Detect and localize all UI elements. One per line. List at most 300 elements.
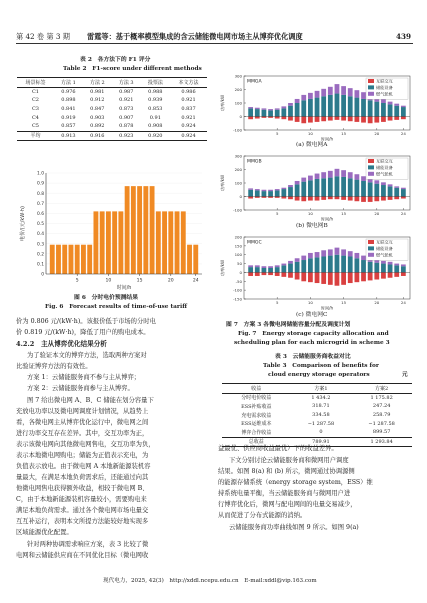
stacked-bar-segment <box>394 188 399 197</box>
table2-col-header: 投票法 <box>141 78 170 88</box>
table3-cell: 258.79 <box>372 412 391 419</box>
table2-cell: 0.916 <box>83 131 112 141</box>
stacked-bar-segment <box>288 185 293 187</box>
stacked-bar-segment <box>388 197 393 200</box>
stacked-bar-segment <box>361 117 366 123</box>
table2-row <box>17 131 207 141</box>
stacked-bar-segment <box>341 197 346 200</box>
legend-label: 燃气轮机 <box>376 171 393 177</box>
stacked-bar-segment <box>281 106 286 108</box>
table2-cell: C5 <box>31 123 39 130</box>
stacked-bar-segment <box>281 197 286 199</box>
stacked-bar-segment <box>308 253 313 258</box>
table3-caption-en: Table 3 Comparison of benefits for <box>263 363 379 369</box>
stacked-bar-segment <box>248 197 253 199</box>
stacked-bar-segment <box>381 99 386 103</box>
table3-unit: 元 <box>402 372 408 378</box>
microgrid-label: MMGC <box>247 240 262 246</box>
price-bar <box>181 211 186 274</box>
table2-cell: 0.913 <box>54 131 83 141</box>
stacked-bar-segment <box>308 272 313 282</box>
stacked-bar-segment <box>301 272 306 281</box>
stacked-bar-segment <box>315 98 320 117</box>
table3-row <box>222 428 412 437</box>
stacked-bar-segment <box>255 109 260 116</box>
stacked-bar-segment <box>381 103 386 117</box>
table3-cell: 1 175.82 <box>370 394 393 401</box>
mmgb-chart <box>218 152 413 222</box>
stacked-bar-segment <box>341 170 346 177</box>
table3-col-header: 收益 <box>222 384 291 394</box>
table2-cell: 0.91 <box>149 114 161 121</box>
y-tick-label: -100 <box>233 207 242 213</box>
mmgc-chart <box>218 233 413 311</box>
stacked-bar-segment <box>295 117 300 122</box>
y-tick-label: 0 <box>239 114 242 119</box>
stacked-bar-segment <box>275 108 280 109</box>
stacked-bar-segment <box>295 272 300 279</box>
stacked-bar-segment <box>281 188 286 189</box>
x-tick-label: 10 <box>307 300 313 305</box>
table2-caption-cn: 表 2 各方法下的 F1 评分 <box>80 57 151 63</box>
y-tick-label: 200 <box>234 87 242 92</box>
table2-cell: C3 <box>31 106 39 113</box>
table2-cell: 0.921 <box>119 97 134 104</box>
stacked-bar-segment <box>335 169 340 176</box>
stacked-bar-segment <box>354 253 359 258</box>
stacked-bar-segment <box>394 197 399 200</box>
x-tick-label: 5 <box>275 300 279 305</box>
stacked-bar-segment <box>281 108 286 116</box>
table2-cell: 0.898 <box>61 97 76 104</box>
right-text-line: 的能源存储系统（energy storage system，ESS）维 <box>218 479 373 486</box>
stacked-bar-segment <box>354 272 359 282</box>
table2-row <box>17 122 207 131</box>
stacked-bar-segment <box>381 261 386 264</box>
stacked-bar-segment <box>335 248 340 255</box>
price-bar <box>118 211 123 274</box>
stacked-bar-segment <box>288 187 293 196</box>
subcaption-a: (a) 微电网A <box>296 142 328 148</box>
stacked-bar-segment <box>268 272 273 275</box>
stacked-bar-segment <box>388 102 393 105</box>
legend-swatch <box>368 172 374 176</box>
price-bar <box>93 211 98 274</box>
right-text-line: 云储能服务商功率曲线如图 9 所示。如图 9(a) <box>229 524 359 531</box>
left-text-line: 价 0.819 元/(kW·h)，降低了用户的购电成本。 <box>16 329 150 336</box>
stacked-bar-segment <box>321 272 326 284</box>
left-text-line: 为了验证本文的博弈方法，选取两种方案对 <box>27 352 147 359</box>
stacked-bar-segment <box>348 172 353 178</box>
stacked-bar-segment <box>401 106 406 107</box>
stacked-bar-segment <box>301 256 306 260</box>
stacked-bar-segment <box>268 109 273 110</box>
stacked-bar-segment <box>262 117 267 118</box>
table2-cell: 0.923 <box>112 131 141 141</box>
stacked-bar-segment <box>394 117 399 120</box>
legend-label: 互联交互 <box>376 78 393 84</box>
right-text-line: 结果。如图 8(a) 和 (b) 所示，微网通过协调源侧 <box>218 468 355 475</box>
stacked-bar-segment <box>321 197 326 200</box>
x-tick-label: 24 <box>400 131 406 136</box>
table2-col-header: 本文方法 <box>170 78 207 88</box>
stacked-bar-segment <box>262 197 267 198</box>
stacked-bar-segment <box>368 197 373 202</box>
stacked-bar-segment <box>388 262 393 265</box>
stacked-bar-segment <box>328 249 333 255</box>
stacked-bar-segment <box>255 267 260 272</box>
stacked-bar-segment <box>361 256 366 260</box>
y-axis-label: 电价/(元/kW·h) <box>20 206 26 241</box>
table2-col-header: 方法 3 <box>112 78 141 88</box>
x-tick-label: 5 <box>75 278 79 284</box>
stacked-bar-segment <box>321 96 326 116</box>
stacked-bar-segment <box>401 189 406 196</box>
stacked-bar-segment <box>262 190 267 191</box>
stacked-bar-segment <box>248 107 253 108</box>
stacked-bar-segment <box>374 197 379 202</box>
stacked-bar-segment <box>308 197 313 201</box>
stacked-bar-segment <box>255 272 260 276</box>
stacked-bar-segment <box>275 265 280 267</box>
x-tick-label: 15 <box>341 300 347 305</box>
x-tick-label: 20 <box>374 300 380 305</box>
fig6-caption-cn: 图 6 分时电价预测结果 <box>74 295 139 301</box>
stacked-bar-segment <box>381 197 386 201</box>
stacked-bar-segment <box>361 176 366 181</box>
stacked-bar-segment <box>295 99 300 103</box>
stacked-bar-segment <box>381 117 386 122</box>
stacked-bar-segment <box>275 190 280 196</box>
x-tick-label: 10 <box>307 131 313 136</box>
y-tick-label: 0 <box>239 269 242 275</box>
stacked-bar-segment <box>341 272 346 284</box>
stacked-bar-segment <box>341 86 346 95</box>
x-tick-label: 24 <box>400 300 406 305</box>
stacked-bar-segment <box>308 176 313 181</box>
legend-label: 储能设备 <box>376 246 393 251</box>
table2-cell: C1 <box>31 88 39 95</box>
stacked-bar-segment <box>348 96 353 116</box>
stacked-bar-segment <box>248 267 253 272</box>
legend-label: 储能设备 <box>376 85 393 90</box>
stacked-bar-segment <box>335 255 340 273</box>
stacked-bar-segment <box>308 99 313 117</box>
stacked-bar-segment <box>281 264 286 266</box>
price-bar <box>62 245 67 274</box>
fig7-caption-en: Fig. 7 Energy storage capacity allocation and <box>238 331 389 337</box>
stacked-bar-segment <box>262 272 267 275</box>
table2-cell: 0.837 <box>181 106 196 113</box>
stacked-bar-segment <box>348 197 353 201</box>
left-text-line: 方案 2：云储能服务商参与主从博弈。 <box>27 385 134 392</box>
stacked-bar-segment <box>341 249 346 255</box>
stacked-bar-segment <box>255 108 260 109</box>
stacked-bar-segment <box>275 272 280 276</box>
x-tick-label: 10 <box>105 278 112 284</box>
price-bar <box>162 211 167 274</box>
stacked-bar-segment <box>288 261 293 264</box>
stacked-bar-segment <box>268 268 273 272</box>
price-bar <box>50 245 55 274</box>
y-tick-label: 100 <box>234 180 242 186</box>
price-bar <box>156 211 161 274</box>
y-tick-label: 0.1 <box>37 262 44 268</box>
subcaption-c: (c) 微电网C <box>296 312 328 318</box>
running-title: 雷霆等：基于概率模型集成的含云储能微电网市场主从博弈优化调度 <box>87 32 303 41</box>
stacked-bar-segment <box>268 191 273 196</box>
table2-col-header: 方法 2 <box>83 78 112 88</box>
y-tick-label: 100 <box>234 252 242 258</box>
stacked-bar-segment <box>275 189 280 190</box>
x-tick-label: 24 <box>192 278 199 284</box>
y-tick-label: 0.7 <box>37 201 44 207</box>
y-tick-label: -100 <box>233 127 242 133</box>
legend-swatch <box>368 240 374 244</box>
price-bar <box>131 186 136 274</box>
stacked-bar-segment <box>381 182 386 185</box>
stacked-bar-segment <box>268 266 273 268</box>
stacked-bar-segment <box>388 117 393 121</box>
table3-cell: 1 434.2 <box>311 394 331 401</box>
stacked-bar-segment <box>295 181 300 184</box>
stacked-bar-segment <box>315 252 320 257</box>
table3-row <box>222 402 412 411</box>
table2-cell: 0.987 <box>119 88 134 95</box>
price-bar <box>137 186 142 274</box>
x-tick-label: 5 <box>275 211 279 216</box>
y-tick-label: 200 <box>234 234 242 240</box>
stacked-bar-segment <box>262 266 267 268</box>
table3 <box>222 383 412 447</box>
stacked-bar-segment <box>401 188 406 189</box>
stacked-bar-segment <box>288 264 293 273</box>
left-text-line: 表示本地微电网购电；储能为正值表示充电，为 <box>16 452 149 459</box>
stacked-bar-segment <box>295 184 300 196</box>
stacked-bar-segment <box>354 98 359 117</box>
y-tick-label: 0.5 <box>37 222 44 228</box>
price-bar <box>187 245 192 274</box>
table3-row <box>222 393 412 402</box>
table3-cell: 318.71 <box>312 403 330 410</box>
stacked-bar-segment <box>308 93 313 99</box>
table2-row <box>17 113 207 122</box>
microgrid-label: MMGA <box>247 79 262 85</box>
table2-cell: 0.841 <box>61 106 76 113</box>
table2-row <box>17 87 207 96</box>
fig7-caption-cn: 图 7 方案 3 各微电网储能容量分配及调度计划 <box>226 322 351 328</box>
stacked-bar-segment <box>335 197 340 200</box>
stacked-bar-segment <box>248 188 253 189</box>
table3-cell: 899.57 <box>372 429 391 436</box>
x-axis-label: 时间/h <box>320 216 334 222</box>
y-tick-label: 50 <box>237 261 242 267</box>
table2-cell: 0.878 <box>119 123 134 130</box>
stacked-bar-segment <box>368 262 373 273</box>
left-text-line: 看，各微电网主从博弈优化运行中，微电网之间 <box>16 419 149 426</box>
price-bar <box>125 186 130 274</box>
price-bar <box>100 211 105 274</box>
table3-caption-cn: 表 3 云储能服务商收益对比 <box>275 354 351 360</box>
fig6-chart <box>16 168 208 293</box>
stacked-bar-segment <box>268 190 273 191</box>
price-bar <box>193 245 198 274</box>
stacked-bar-segment <box>368 272 373 280</box>
table2-row <box>17 105 207 114</box>
stacked-bar-segment <box>281 272 286 276</box>
stacked-bar-segment <box>374 184 379 197</box>
table3-row <box>222 411 412 420</box>
stacked-bar-segment <box>354 117 359 122</box>
left-text-line: 表示该微电网向其他微电网售电，交互功率为负， <box>16 441 155 448</box>
stacked-bar-segment <box>348 178 353 196</box>
stacked-bar-segment <box>348 251 353 256</box>
y-tick-label: 200 <box>234 167 242 172</box>
stacked-bar-segment <box>328 87 333 95</box>
page-number: 439 <box>396 32 412 41</box>
stacked-bar-segment <box>394 272 399 276</box>
stacked-bar-segment <box>368 100 373 116</box>
table3-col-header: 方案2 <box>351 384 412 394</box>
stacked-bar-segment <box>348 88 353 96</box>
x-tick-label: 15 <box>341 211 347 216</box>
legend-label: 燃气轮机 <box>376 91 393 97</box>
stacked-bar-segment <box>348 256 353 272</box>
table3-col-header: 方案1 <box>291 384 352 394</box>
stacked-bar-segment <box>262 268 267 272</box>
fig7-caption-en: scheduling plan for each microgrid in scheme 3 <box>234 340 390 346</box>
price-bar <box>168 211 173 274</box>
stacked-bar-segment <box>368 117 373 124</box>
legend-label: 储能设备 <box>376 165 393 170</box>
table3-cell: 1 293.84 <box>351 437 412 447</box>
stacked-bar-segment <box>368 182 373 196</box>
table2-cell: 0.873 <box>119 106 134 113</box>
x-tick-label: 20 <box>167 278 174 284</box>
table2-cell: 0.981 <box>90 88 105 95</box>
journal-volume: 第 42 卷 第 3 期 <box>16 32 70 41</box>
stacked-bar-segment <box>315 91 320 98</box>
stacked-bar-segment <box>381 185 386 196</box>
stacked-bar-segment <box>288 106 293 117</box>
table2-col-header: 方法 1 <box>54 78 83 88</box>
stacked-bar-segment <box>288 272 293 277</box>
legend-swatch <box>368 246 374 250</box>
stacked-bar-segment <box>348 272 353 283</box>
table3-cell: 0 <box>319 429 323 436</box>
stacked-bar-segment <box>315 197 320 201</box>
header-rule <box>16 43 413 44</box>
stacked-bar-segment <box>381 272 386 278</box>
stacked-bar-segment <box>301 182 306 197</box>
stacked-bar-segment <box>321 89 326 96</box>
footer-info: 现代电力，2025, 42(3) http://xddl.ncepu.edu.cn E-mail:xddl@vip.163.com <box>103 578 317 584</box>
right-text-line: 益最优、供应商收益最优）下的收益差异。 <box>218 445 338 452</box>
stacked-bar-segment <box>262 110 267 117</box>
left-text-line: 价为 0.806 元/(kW·h)。该报价低于市场的分时电 <box>16 318 156 325</box>
stacked-bar-segment <box>394 106 399 117</box>
stacked-bar-segment <box>275 117 280 119</box>
stacked-bar-segment <box>354 90 359 97</box>
price-bar <box>106 211 111 274</box>
y-tick-label: 300 <box>234 153 242 159</box>
stacked-bar-segment <box>248 272 253 276</box>
stacked-bar-segment <box>255 189 260 190</box>
stacked-bar-segment <box>301 95 306 100</box>
stacked-bar-segment <box>394 104 399 106</box>
table2-col-header: 场景标签 <box>17 78 54 88</box>
table3-cell: ESS补贴收益 <box>241 403 272 410</box>
stacked-bar-segment <box>348 117 353 122</box>
stacked-bar-segment <box>315 117 320 122</box>
x-tick-label: 20 <box>374 131 380 136</box>
stacked-bar-segment <box>341 95 346 117</box>
table2-cell: 平均 <box>17 131 54 141</box>
stacked-bar-segment <box>341 256 346 273</box>
table2-cell: 0.857 <box>61 123 76 130</box>
stacked-bar-segment <box>381 264 386 273</box>
microgrid-label: MMGB <box>247 159 262 165</box>
stacked-bar-segment <box>328 178 333 197</box>
stacked-bar-segment <box>341 177 346 197</box>
stacked-bar-segment <box>388 186 393 196</box>
table3-cell: −1 287.58 <box>307 420 335 427</box>
stacked-bar-segment <box>401 264 406 266</box>
y-tick-label: 0 <box>239 194 242 199</box>
y-tick-label: 0.8 <box>37 191 44 197</box>
table2-cell: 0.986 <box>181 88 196 95</box>
price-bar <box>112 211 117 274</box>
stacked-bar-segment <box>328 256 333 273</box>
stacked-bar-segment <box>354 258 359 272</box>
stacked-bar-segment <box>268 110 273 116</box>
right-text-line: 行博弈优化后，微网与配电网间的电量交易减少， <box>218 501 357 508</box>
stacked-bar-segment <box>321 117 326 122</box>
stacked-bar-segment <box>295 262 300 273</box>
stacked-bar-segment <box>295 197 300 201</box>
x-axis-label: 时间/h <box>320 136 334 142</box>
table2-cell: 0.921 <box>181 114 196 121</box>
stacked-bar-segment <box>275 110 280 117</box>
left-text-line: 充放电功率以及微电网调度计划情况，从趋势上 <box>16 408 149 415</box>
stacked-bar-segment <box>361 181 366 197</box>
legend-label: 燃气轮机 <box>376 252 393 258</box>
left-text-line: 负值表示放电。由于微电网 A 本地新能源装机容 <box>16 463 151 470</box>
legend-label: 互联交互 <box>376 239 393 245</box>
stacked-bar-segment <box>262 108 267 109</box>
stacked-bar-segment <box>354 174 359 179</box>
stacked-bar-segment <box>394 186 399 187</box>
stacked-bar-segment <box>268 117 273 118</box>
price-bar <box>143 186 148 274</box>
y-axis-label: 功率/kW <box>220 94 225 112</box>
left-text-line: 他微电网售电获得额外收益，相较于微电网 B、 <box>16 485 149 492</box>
legend-swatch <box>368 79 374 83</box>
y-tick-label: -100 <box>233 287 242 293</box>
stacked-bar-segment <box>321 250 326 256</box>
stacked-bar-segment <box>248 190 253 197</box>
legend-swatch <box>368 165 374 169</box>
stacked-bar-segment <box>301 117 306 124</box>
y-axis-label: 功率/kW <box>220 259 225 277</box>
x-tick-label: 5 <box>275 131 279 136</box>
legend-swatch <box>368 92 374 96</box>
stacked-bar-segment <box>401 272 406 276</box>
fig6-caption-en: Fig. 6 Forecast results of time-of-use tariff <box>45 304 187 310</box>
stacked-bar-segment <box>388 184 393 186</box>
left-text-line: 图 7 给出微电网 A、B、C 储能在划分容量下 <box>27 397 154 404</box>
stacked-bar-segment <box>295 103 300 117</box>
